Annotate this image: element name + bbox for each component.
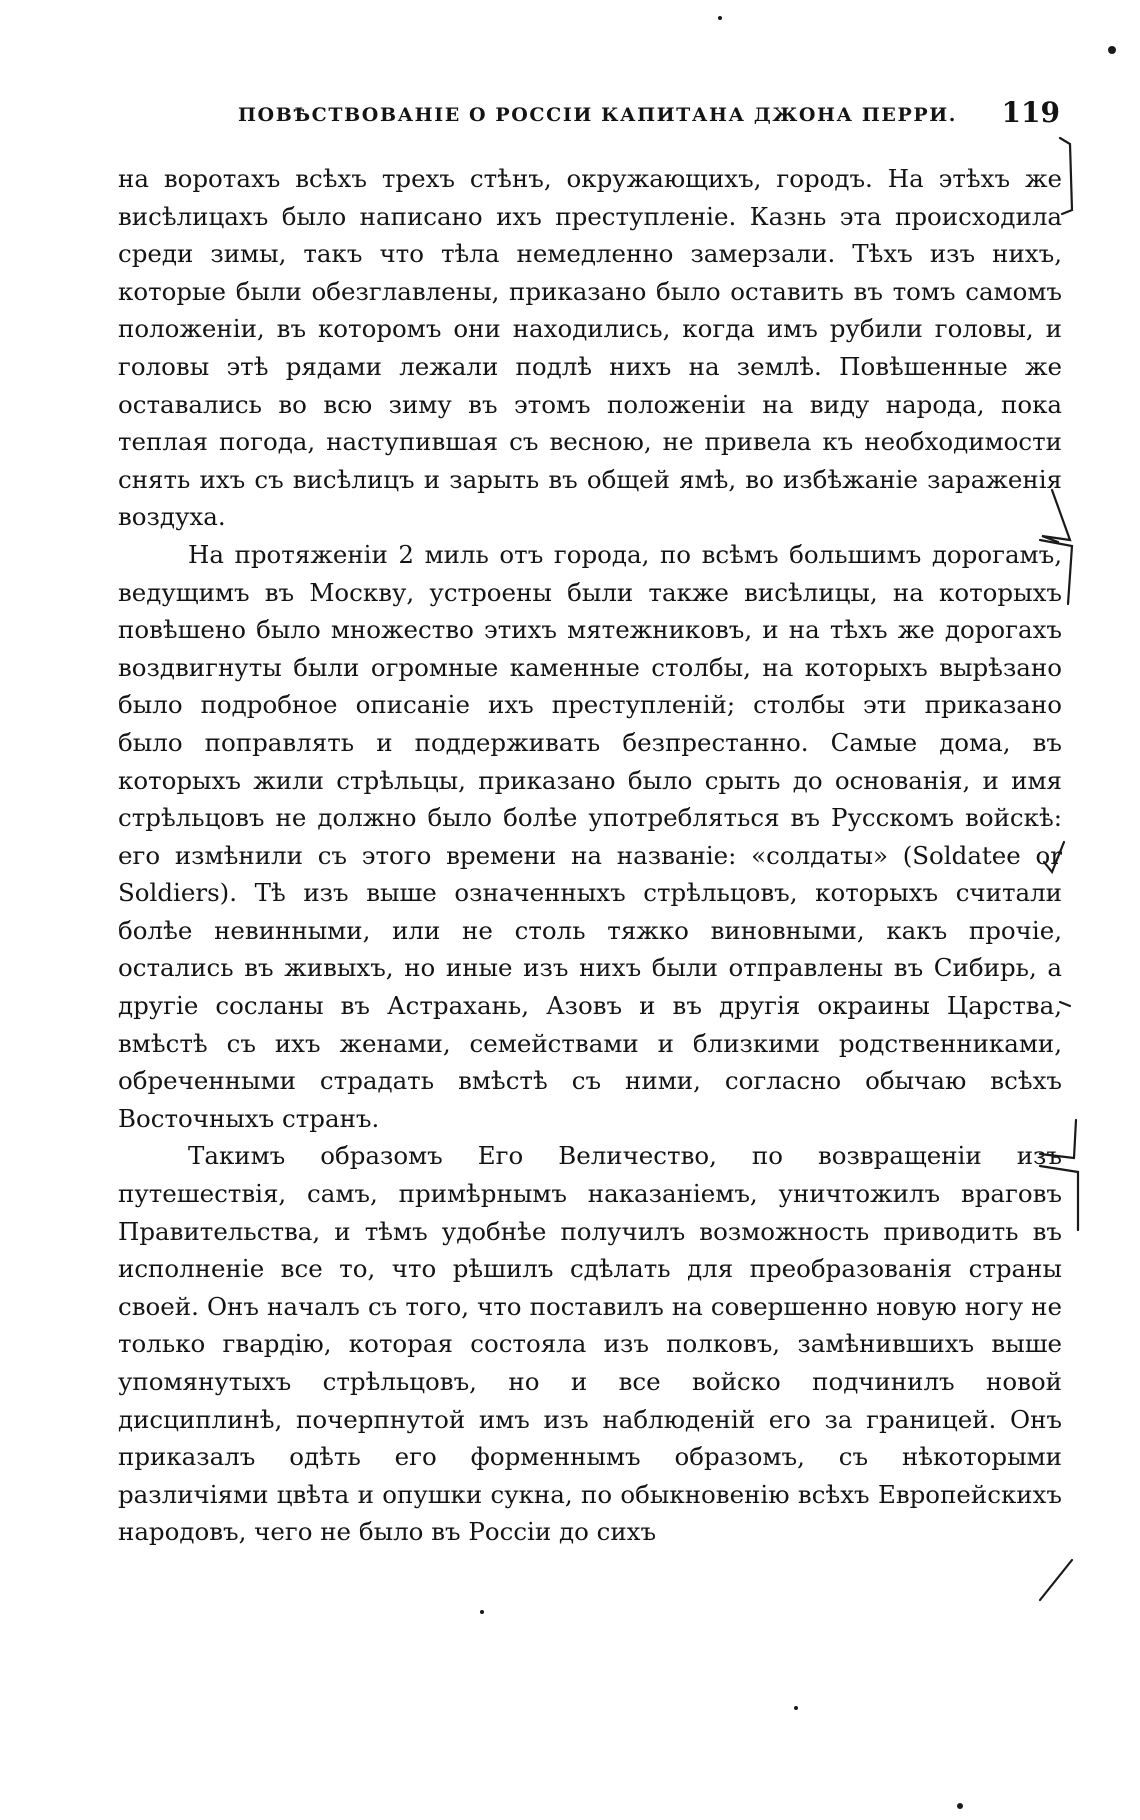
running-title: ПОВѢСТВОВАНІЕ О РОССІИ КАПИТАНА ДЖОНА ПЕРРИ.	[238, 104, 958, 126]
speck-top	[718, 16, 722, 20]
speck-corner	[1108, 46, 1116, 54]
speck-mid	[480, 1610, 484, 1614]
body-text	[118, 160, 1062, 1551]
margin-slash	[1040, 1560, 1072, 1600]
paragraph-2: На протяженіи 2 миль отъ города, по всѣмъ большимъ дорогамъ, ведущимъ въ Москву, устроены были также висѣлицы, на которыхъ повѣшено было множество этихъ мятежниковъ, и на тѣхъ же дорогахъ воздвигнуты были огромные каменные столбы, на которыхъ вырѣзано было подробное описаніе ихъ преступленій; столбы эти приказано было поправлять и поддерживать безпрестанно. Самые дома, въ которыхъ жили стрѣльцы, приказано было срыть до основанія, и имя стрѣльцовъ не должно было болѣе употребляться въ Русскомъ войскѣ: его измѣнили съ этого времени на названіе: «солдаты» (Soldatee or Soldiers). Тѣ изъ выше означенныхъ стрѣльцовъ, которыхъ считали болѣе невинными, или не столь тяжко виновными, какъ прочіе, остались въ живыхъ, но иные изъ нихъ были отправлены въ Сибирь, а другіе сосланы въ Астрахань, Азовъ и въ другія окраины Царства, вмѣстѣ съ ихъ женами, семействами и близкими родственниками, обреченными страдать вмѣстѣ съ ними, согласно обычаю всѣхъ Восточныхъ странъ.	[118, 539, 1062, 1133]
speck-bottom	[794, 1706, 798, 1710]
paragraph-3: Такимъ образомъ Его Величество, по возвращеніи изъ путешествія, самъ, примѣрнымъ наказаніемъ, уничтожилъ враговъ Правительства, и тѣмъ удобнѣе получилъ возможность приводить въ исполненіе все то, что рѣшилъ сдѣлать для преобразованія страны своей. Онъ началъ съ того, что поставилъ на совершенно новую ногу не только гвардію, которая состояла изъ полковъ, замѣнившихъ выше упомянутыхъ стрѣльцовъ, но и все войско подчинилъ новой дисциплинѣ, почерпнутой имъ изъ наблюденій его за границей. Онъ приказалъ одѣть его форменнымъ образомъ, съ нѣкоторыми различіями цвѣта и опушки сукна, по обыкновенію всѣхъ Европейскихъ народовъ, чего не было въ Россіи до сихъ	[118, 1141, 1062, 1547]
paragraph-1: на воротахъ всѣхъ трехъ стѣнъ, окружающихъ, городъ. На этѣхъ же висѣлицахъ было написано ихъ преступленіе. Казнь эта происходила среди зимы, такъ что тѣла немедленно замерзали. Тѣхъ изъ нихъ, которые были обезглавлены, приказано было оставить въ томъ самомъ положеніи, въ которомъ они находились, когда имъ рубили головы, и головы этѣ рядами лежали подлѣ нихъ на землѣ. Повѣшенные же оставались во всю зиму въ этомъ положеніи на виду народа, пока теплая погода, наступившая съ весною, не привела къ необходимости снять ихъ съ висѣлицъ и зарыть въ общей ямѣ, во избѣжаніе зараженія воздуха.	[118, 164, 1062, 532]
running-header	[118, 96, 1062, 136]
speck-bottom-right	[957, 1803, 963, 1809]
page-number: 119	[1001, 96, 1060, 129]
